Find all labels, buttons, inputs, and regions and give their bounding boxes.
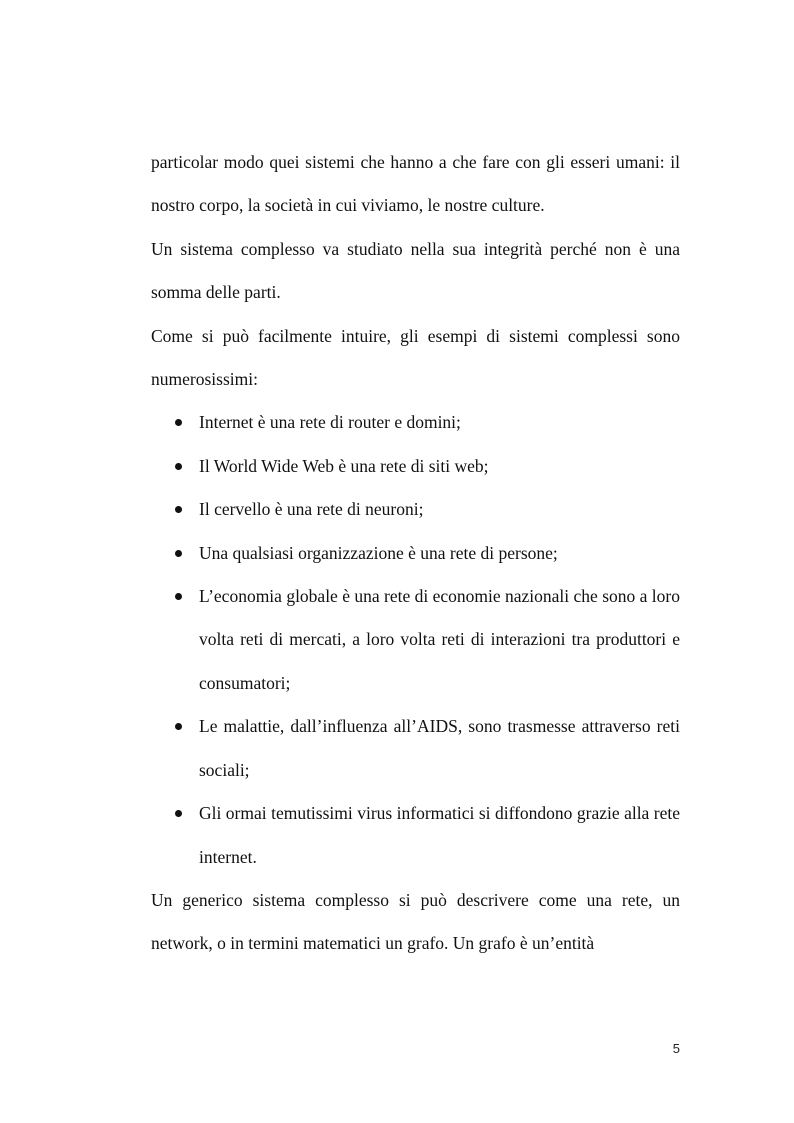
list-item-text: Gli ormai temutissimi virus informatici si diffondono grazie alla rete internet. xyxy=(199,803,680,867)
list-item-text: Una qualsiasi organizzazione è una rete di persone; xyxy=(199,542,558,563)
bullet-icon xyxy=(175,419,182,426)
list-item xyxy=(151,532,680,575)
bullet-icon xyxy=(175,463,182,470)
list-item-text: L’economia globale è una rete di economie nazionali che sono a loro volta reti di mercati, a loro volta reti di interazioni tra produttori e consumatori; xyxy=(199,586,680,693)
list-item xyxy=(151,488,680,531)
list-item xyxy=(151,401,680,444)
body-paragraph: Come si può facilmente intuire, gli esempi di sistemi complessi sono numerosissimi: xyxy=(151,325,680,390)
body-paragraph: particolar modo quei sistemi che hanno a che fare con gli esseri umani: il nostro corpo, la società in cui viviamo, le nostre culture. xyxy=(151,152,680,216)
list-item xyxy=(151,445,680,488)
bullet-icon xyxy=(175,506,182,513)
list-item xyxy=(151,575,680,705)
list-item xyxy=(151,705,680,792)
list-item-text: Il cervello è una rete di neuroni; xyxy=(199,499,424,520)
list-item-text: Il World Wide Web è una rete di siti web; xyxy=(199,455,489,476)
bullet-icon xyxy=(175,550,182,557)
page-number: 5 xyxy=(672,1041,680,1056)
body-paragraph: Un generico sistema complesso si può descrivere come una rete, un network, o in termini matematici un grafo. Un grafo è un’entità xyxy=(151,889,680,954)
bullet-icon xyxy=(175,723,182,730)
list-item-text: Internet è una rete di router e domini; xyxy=(199,412,461,433)
body-paragraph: Un sistema complesso va studiato nella sua integrità perché non è una somma delle parti. xyxy=(151,238,680,303)
list-item-text: Le malattie, dall’influenza all’AIDS, sono trasmesse attraverso reti sociali; xyxy=(199,716,680,780)
examples-bullet-list xyxy=(151,401,680,878)
page-body xyxy=(151,141,680,966)
bullet-icon xyxy=(175,593,182,600)
bullet-icon xyxy=(175,810,182,817)
list-item xyxy=(151,792,680,879)
